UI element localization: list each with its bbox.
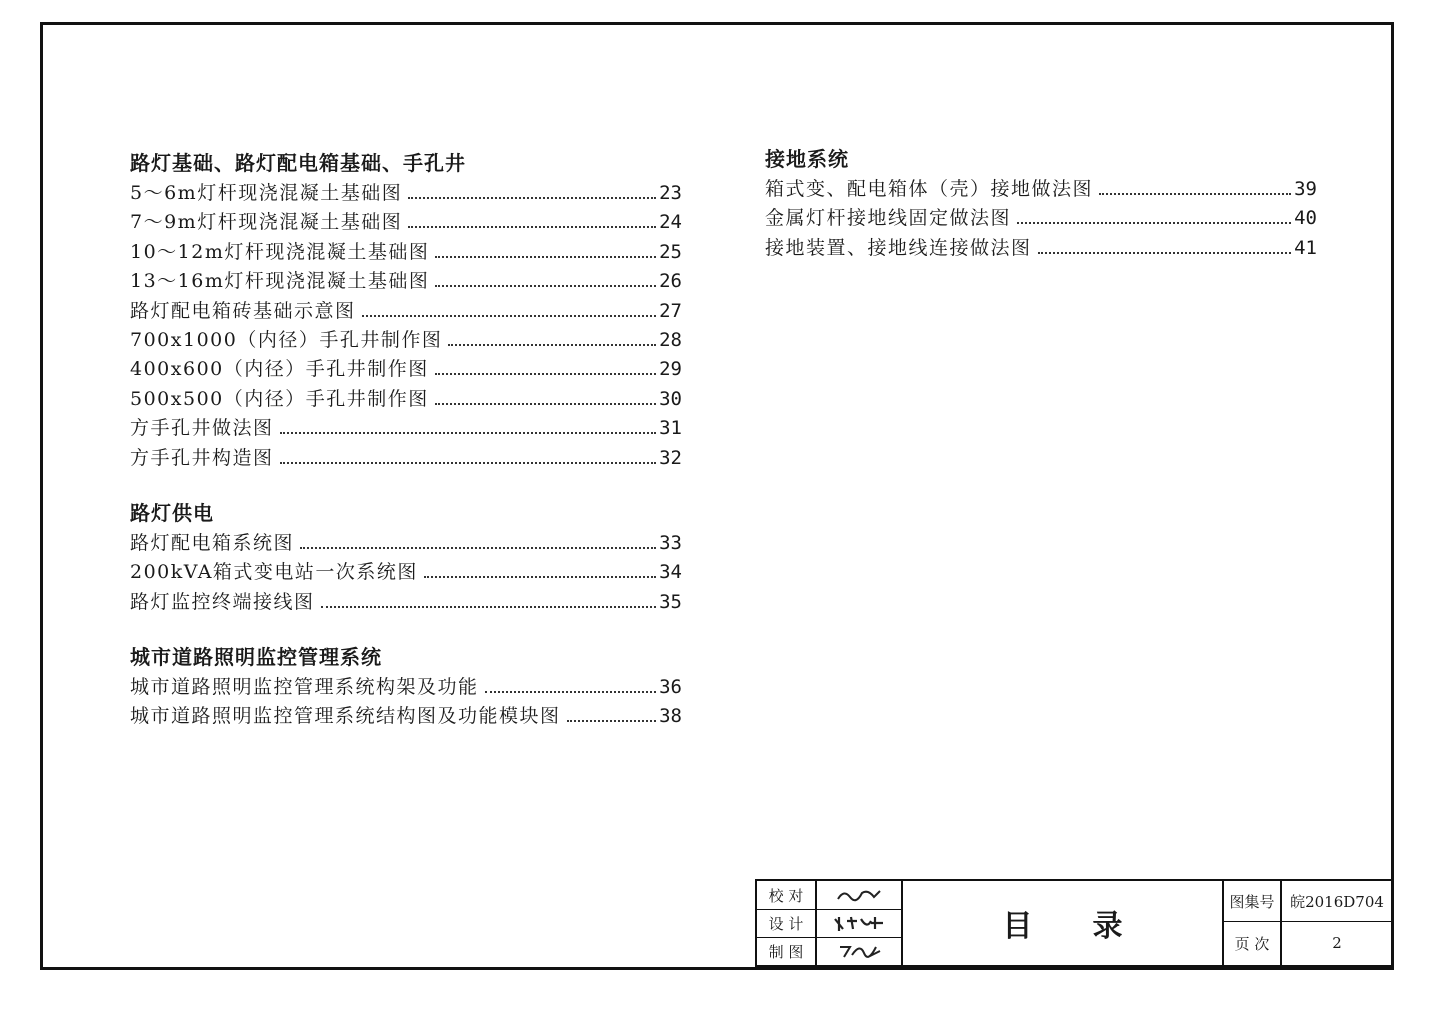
toc-entry[interactable] (130, 384, 682, 413)
toc-entry[interactable] (130, 325, 682, 354)
toc-entry[interactable] (130, 528, 682, 557)
entry-label: 方手孔井构造图 (130, 446, 274, 469)
design-signature (817, 909, 901, 937)
page-number: 30 (659, 387, 682, 410)
page-number: 25 (659, 240, 682, 263)
check-signature (817, 881, 901, 909)
page-number: 26 (659, 270, 682, 293)
toc-entry[interactable] (765, 203, 1317, 232)
dot-leader (1038, 252, 1292, 254)
page-number: 34 (659, 561, 682, 584)
page-number: 23 (659, 182, 682, 204)
page-number: 41 (1294, 236, 1317, 259)
section-title: 城市道路照明监控管理系统 (130, 645, 382, 670)
dot-leader (408, 197, 656, 199)
page-number: 40 (1294, 207, 1317, 230)
toc-entry[interactable] (130, 587, 682, 616)
toc-right-column (765, 146, 1317, 290)
entry-label: 路灯配电箱砖基础示意图 (130, 299, 356, 322)
entry-label: 城市道路照明监控管理系统结构图及功能模块图 (130, 705, 561, 728)
toc-entry[interactable] (130, 443, 682, 472)
entry-label: 5～6m灯杆现浇混凝土基础图 (130, 182, 403, 204)
page-number: 39 (1294, 178, 1317, 200)
page-number: 35 (659, 590, 682, 613)
entry-label: 500x500（内径）手孔井制作图 (130, 387, 429, 410)
entry-label: 城市道路照明监控管理系统构架及功能 (130, 676, 479, 699)
entry-label: 金属灯杆接地线固定做法图 (765, 207, 1012, 230)
draw-label: 制 图 (768, 942, 804, 961)
dot-leader (280, 432, 657, 434)
entry-label: 10～12m灯杆现浇混凝土基础图 (130, 240, 430, 263)
dot-leader (300, 547, 656, 549)
page-number: 27 (659, 299, 682, 322)
page-number: 29 (659, 358, 682, 381)
toc-left-column (130, 150, 682, 759)
toc-entry[interactable] (130, 701, 682, 730)
entry-label: 13～16m灯杆现浇混凝土基础图 (130, 270, 430, 293)
section-title: 路灯供电 (130, 500, 214, 525)
draw-signature (817, 937, 901, 965)
dot-leader (280, 462, 657, 464)
toc-entry[interactable] (130, 672, 682, 701)
entry-label: 接地装置、接地线连接做法图 (765, 236, 1032, 259)
page-number: 31 (659, 417, 682, 440)
atlas-no: 皖2016D704 (1290, 892, 1384, 911)
toc-section-monitoring-system (130, 644, 682, 731)
toc-entry[interactable] (130, 178, 682, 207)
design-label: 设 计 (768, 914, 804, 933)
entry-label: 200kVA箱式变电站一次系统图 (130, 561, 418, 584)
toc-entry[interactable] (130, 237, 682, 266)
dot-leader (1099, 193, 1291, 195)
toc-section-power-supply (130, 500, 682, 616)
page-label: 页 次 (1234, 934, 1270, 953)
drawing-title: 目录 (1002, 909, 1183, 944)
page-number: 24 (659, 211, 682, 234)
dot-leader (424, 576, 656, 578)
title-block (755, 879, 1394, 967)
page-number: 38 (659, 705, 682, 728)
toc-entry[interactable] (130, 354, 682, 383)
page-number: 28 (659, 328, 682, 351)
toc-entry[interactable] (130, 557, 682, 586)
atlas-no-label: 图集号 (1229, 892, 1275, 911)
entry-label: 700x1000（内径）手孔井制作图 (130, 328, 443, 351)
dot-leader (485, 691, 657, 693)
entry-label: 路灯监控终端接线图 (130, 590, 315, 613)
toc-entry[interactable] (130, 266, 682, 295)
toc-entry[interactable] (765, 174, 1317, 203)
dot-leader (435, 285, 656, 287)
dot-leader (567, 720, 657, 722)
dot-leader (435, 403, 656, 405)
page-number: 32 (659, 446, 682, 469)
toc-entry[interactable] (765, 233, 1317, 262)
entry-label: 箱式变、配电箱体（壳）接地做法图 (765, 178, 1094, 200)
dot-leader (435, 373, 656, 375)
entry-label: 7～9m灯杆现浇混凝土基础图 (130, 211, 403, 234)
dot-leader (362, 315, 657, 317)
dot-leader (408, 226, 656, 228)
toc-entry[interactable] (130, 207, 682, 236)
page-number: 36 (659, 676, 682, 699)
dot-leader (321, 606, 657, 608)
toc-entry[interactable] (130, 413, 682, 442)
entry-label: 方手孔井做法图 (130, 417, 274, 440)
toc-entry[interactable] (130, 296, 682, 325)
dot-leader (435, 256, 656, 258)
section-title: 接地系统 (765, 147, 849, 171)
page-value: 2 (1332, 934, 1342, 952)
section-title: 路灯基础、路灯配电箱基础、手孔井 (130, 151, 466, 175)
entry-label: 400x600（内径）手孔井制作图 (130, 358, 429, 381)
toc-section-foundations (130, 150, 682, 472)
drawing-title-cell (903, 881, 1222, 965)
check-label: 校 对 (768, 886, 804, 905)
dot-leader (1017, 222, 1291, 224)
toc-section-grounding (765, 146, 1317, 262)
page-number: 33 (659, 531, 682, 554)
dot-leader (448, 344, 656, 346)
entry-label: 路灯配电箱系统图 (130, 531, 295, 554)
